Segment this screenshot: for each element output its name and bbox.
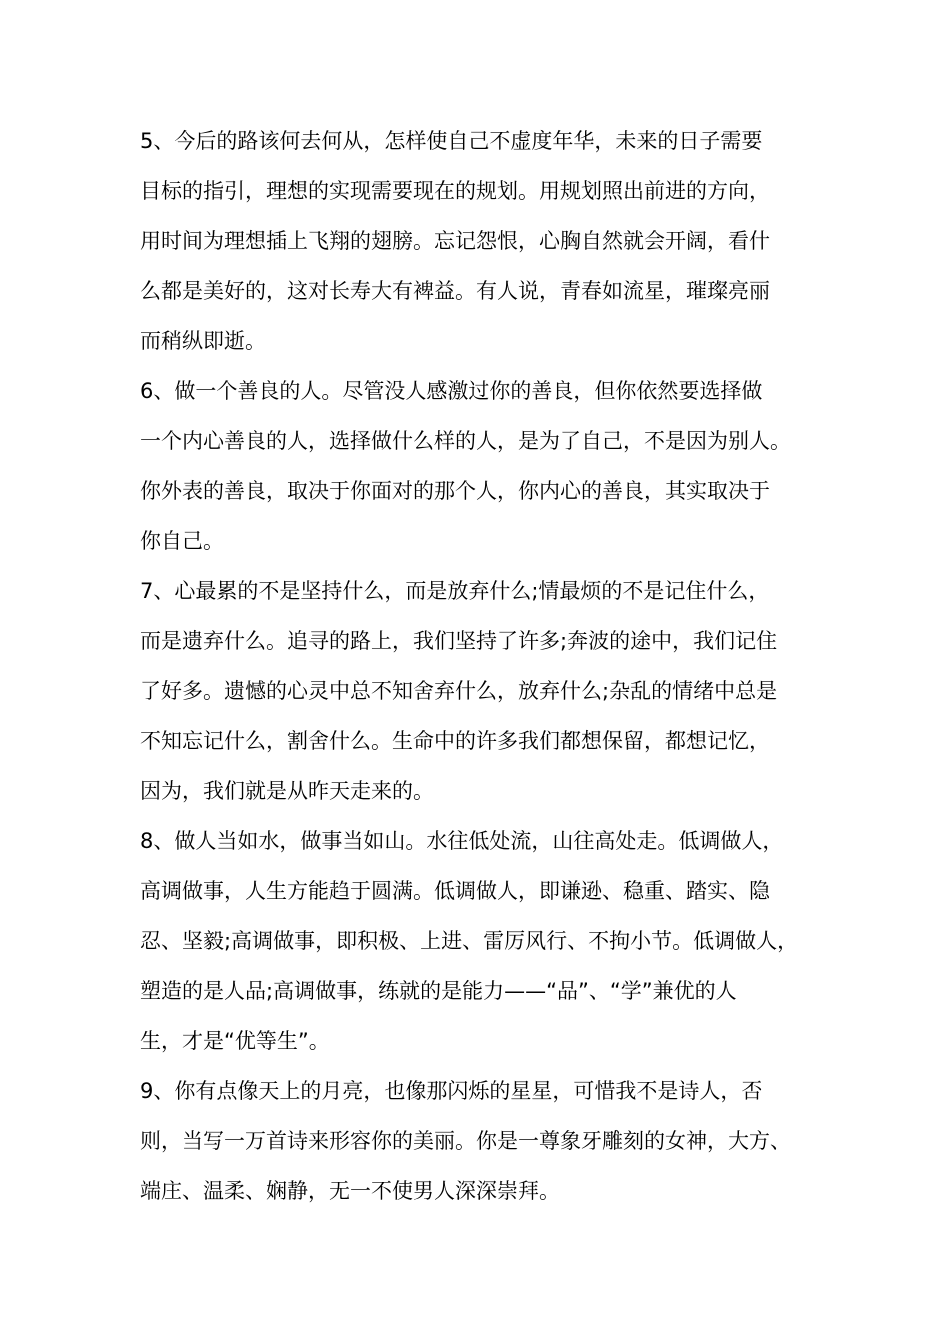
paragraph-7-line-3: 了好多。遗憾的心灵中总不知舍弃什么，放弃什么;杂乱的情绪中总是 — [140, 679, 778, 703]
paragraph-7-line-2: 而是遗弃什么。追寻的路上，我们坚持了许多;奔波的途中，我们记住 — [140, 629, 778, 653]
paragraph-5-line-4: 么都是美好的，这对长寿大有裨益。有人说，青春如流星，璀璨亮丽 — [140, 279, 770, 303]
paragraph-8-line-2: 高调做事，人生方能趋于圆满。低调做人，即谦逊、稳重、踏实、隐 — [140, 879, 770, 903]
paragraph-7-line-4: 不知忘记什么，割舍什么。生命中的许多我们都想保留，都想记忆， — [140, 729, 770, 753]
paragraph-9-line-3: 端庄、温柔、娴静，无一不使男人深深崇拜。 — [140, 1179, 560, 1203]
paragraph-9-line-2: 则，当写一万首诗来形容你的美丽。你是一尊象牙雕刻的女神，大方、 — [140, 1129, 791, 1153]
paragraph-5-line-3: 用时间为理想插上飞翔的翅膀。忘记怨恨，心胸自然就会开阔，看什 — [140, 229, 770, 253]
paragraph-6-line-2: 一个内心善良的人，选择做什么样的人，是为了自己，不是因为别人。 — [140, 429, 791, 453]
paragraph-5-line-1: 5、今后的路该何去何从，怎样使自己不虚度年华，未来的日子需要 — [140, 129, 763, 153]
paragraph-6-line-1: 6、做一个善良的人。尽管没人感激过你的善良，但你依然要选择做 — [140, 379, 763, 403]
paragraph-8-line-1: 8、做人当如水，做事当如山。水往低处流，山往高处走。低调做人， — [140, 829, 784, 853]
paragraph-7-line-1: 7、心最累的不是坚持什么，而是放弃什么;情最烦的不是记住什么， — [140, 579, 770, 603]
paragraph-8-line-3: 忍、坚毅;高调做事，即积极、上进、雷厉风行、不拘小节。低调做人， — [140, 929, 799, 953]
paragraph-8-line-5: 生，才是“优等生”。 — [140, 1029, 330, 1053]
paragraph-5-line-2: 目标的指引，理想的实现需要现在的规划。用规划照出前进的方向， — [140, 179, 770, 203]
paragraph-6-line-4: 你自己。 — [140, 529, 224, 553]
paragraph-5-line-5: 而稍纵即逝。 — [140, 329, 266, 353]
paragraph-8-line-4: 塑造的是人品;高调做事，练就的是能力——“品”、“学”兼优的人 — [140, 979, 737, 1003]
paragraph-6-line-3: 你外表的善良，取决于你面对的那个人，你内心的善良，其实取决于 — [140, 479, 770, 503]
paragraph-9-line-1: 9、你有点像天上的月亮，也像那闪烁的星星，可惜我不是诗人，否 — [140, 1079, 763, 1103]
paragraph-7-line-5: 因为，我们就是从昨天走来的。 — [140, 779, 434, 803]
